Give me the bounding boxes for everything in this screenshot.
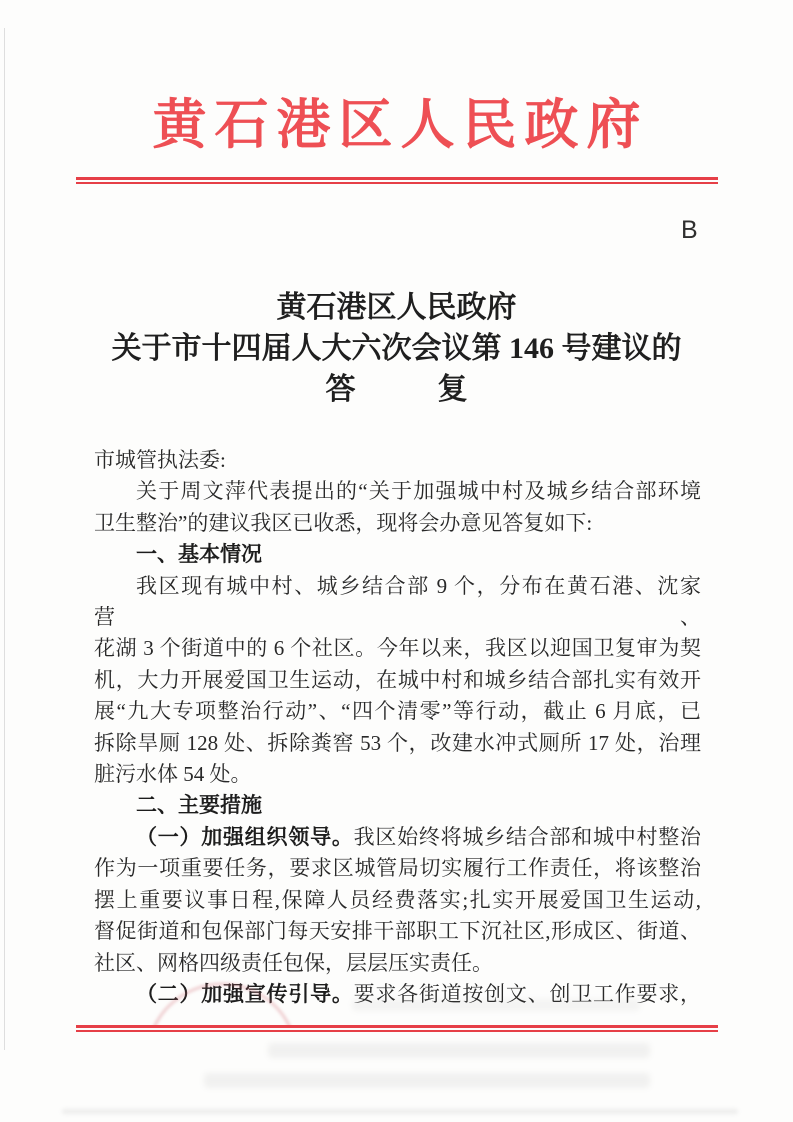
- stamp-bleed-through: [140, 973, 316, 1025]
- page-edge-shadow: [62, 1109, 738, 1114]
- body-line: 机，大力开展爱国卫生运动，在城中村和城乡结合部扎实有效开: [94, 667, 701, 692]
- page-label: B: [681, 216, 698, 244]
- body-line: 展“九大专项整治行动”、“四个清零”等行动，截止 6 月底，已: [94, 699, 701, 724]
- body-line: 社区、网格四级责任包保，层层压实责任。: [94, 950, 493, 975]
- body-line: [94, 790, 701, 821]
- body-line: 拆除旱厕 128 处、拆除粪窖 53 个，改建水冲式厕所 17 处，治理: [94, 730, 701, 755]
- bottom-double-rule: [76, 1025, 718, 1032]
- body-line: [94, 539, 701, 570]
- document-title-line3: [0, 369, 793, 410]
- body-line-bold-lead: （二）加强宣传引导。: [136, 981, 354, 1006]
- bleed-smudge: [352, 999, 640, 1011]
- body-line: 花湖 3 个街道中的 6 个社区。今年以来，我区以迎国卫复审为契: [94, 636, 701, 661]
- bleed-smudge: [204, 1073, 650, 1088]
- body-line: 我区现有城中村、城乡结合部 9 个，分布在黄石港、沈家营、: [94, 573, 701, 630]
- body-line: 关于周文萍代表提出的“关于加强城中村及城乡结合部环境: [136, 479, 701, 504]
- top-double-rule: [76, 177, 718, 184]
- reply-char-left: 答: [325, 373, 356, 406]
- document-title-line2: 关于市十四届人大六次会议第 146 号建议的: [111, 332, 682, 365]
- body-line: 市城管执法委:: [94, 448, 226, 472]
- letterhead-title: 黄石港区人民政府: [152, 95, 649, 155]
- stamp-circle-arc: [146, 983, 298, 1025]
- body-line-bold-lead: （一）加强组织领导。: [136, 824, 354, 849]
- body-line: 卫生整治”的建议我区已收悉，现将会办意见答复如下:: [94, 510, 593, 535]
- reply-char-right: 复: [437, 373, 468, 406]
- document-title-line1: 黄石港区人民政府: [276, 291, 517, 324]
- body-line: （一）加强组织领导。我区始终将城乡结合部和城中村整治: [136, 824, 702, 849]
- body-line-bold-lead: 一、基本情况: [136, 542, 262, 567]
- bleed-smudge: [268, 1043, 650, 1058]
- scan-edge-line: [4, 28, 5, 1050]
- body-text: [94, 445, 701, 1010]
- document-title: [0, 287, 793, 410]
- body-line: 摆上重要议事日程,保障人员经费落实;扎实开展爱国卫生运动,: [94, 887, 701, 912]
- body-line-bold-lead: 二、主要措施: [136, 793, 262, 818]
- body-line: 作为一项重要任务，要求区城管局切实履行工作责任，将该整治: [94, 856, 701, 881]
- body-line: 脏污水体 54 处。: [94, 762, 252, 787]
- body-line: 督促街道和包保部门每天安排干部职工下沉社区,形成区、街道、: [94, 919, 701, 944]
- body-line: （二）加强宣传引导。要求各街道按创文、创卫工作要求，: [136, 981, 702, 1006]
